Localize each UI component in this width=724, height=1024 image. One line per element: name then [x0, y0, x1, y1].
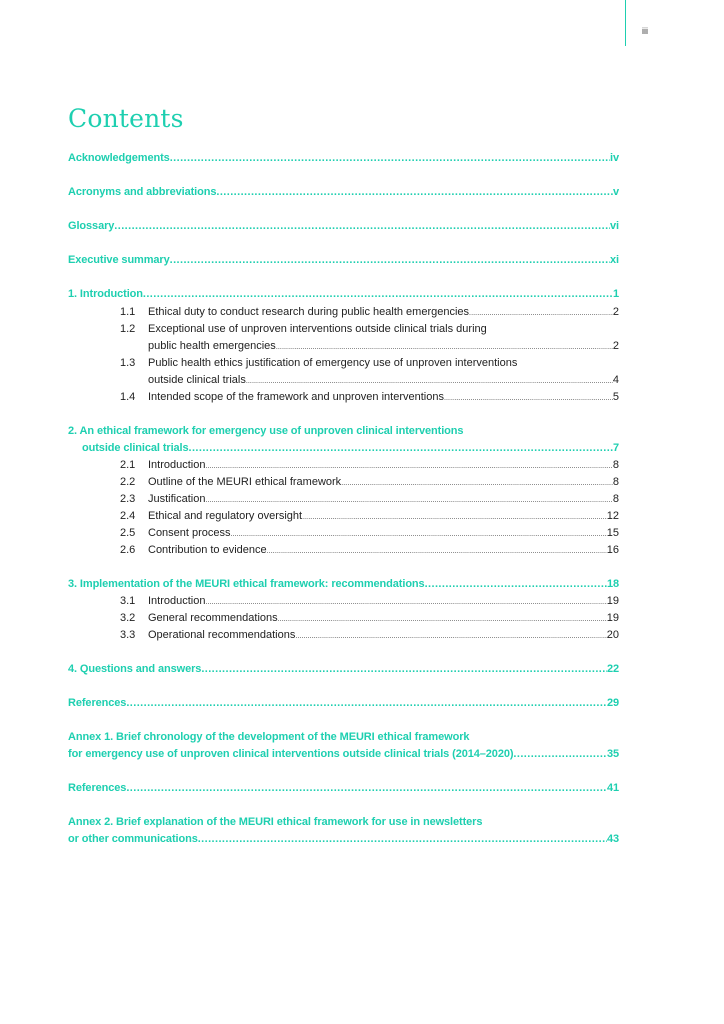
toc-subentry-page: 8 [612, 459, 619, 471]
toc-entry-page: iv [610, 152, 619, 164]
toc-subentry-label-line1[interactable]: Public health ethics justification of emergency use of unproven interventions [148, 357, 518, 369]
dot-leader [302, 514, 607, 521]
toc-subentry-number: 1.4 [120, 391, 136, 403]
dot-leader [201, 663, 607, 675]
toc-subentry-page: 12 [606, 510, 619, 522]
toc-subentry-label: Intended scope of the framework and unproven interventions [148, 391, 444, 403]
toc-subentry-label: Introduction [148, 595, 206, 607]
toc-subentry-number: 2.3 [120, 493, 136, 505]
toc-subentry-label: Introduction [148, 459, 206, 471]
toc-entry-label: References [68, 697, 127, 709]
toc-subentry-label: General recommendations [148, 612, 278, 624]
toc-subentry-label: Ethical duty to conduct research during public health emergencies [148, 306, 470, 318]
toc-entry-references[interactable] [68, 697, 619, 709]
toc-subentry-number: 3.2 [120, 612, 136, 624]
toc-subentry-label: Contribution to evidence [148, 544, 267, 556]
toc-subentry-page: 16 [606, 544, 619, 556]
toc-subentry-label-line1[interactable]: Exceptional use of unproven interventions outside clinical trials during [148, 323, 487, 335]
toc-subentry-2-4[interactable] [148, 510, 619, 522]
toc-subentry-page: 8 [612, 476, 619, 488]
toc-subentry-number: 2.6 [120, 544, 136, 556]
toc-entry-annex-2[interactable] [68, 833, 619, 845]
dot-leader [278, 616, 607, 623]
toc-entry-page: v [612, 186, 619, 198]
toc-entry-label: Acronyms and abbreviations [68, 186, 217, 198]
dot-leader [425, 578, 607, 590]
toc-subentry-2-6[interactable] [148, 544, 619, 556]
toc-entry-acronyms[interactable] [68, 186, 619, 198]
dot-leader [216, 186, 613, 198]
dot-leader [189, 442, 613, 454]
toc-entry-section-1[interactable] [68, 288, 619, 300]
toc-entry-label: for emergency use of unproven clinical interventions outside clinical trials (2014–2020) [68, 748, 514, 760]
toc-entry-page: xi [610, 254, 619, 266]
dot-leader [469, 310, 613, 317]
dot-leader [231, 531, 607, 538]
toc-entry-section-4[interactable] [68, 663, 619, 675]
toc-subentry-3-2[interactable] [148, 612, 619, 624]
toc-entry-label: Acknowledgements [68, 152, 170, 164]
toc-subentry-label: Ethical and regulatory oversight [148, 510, 303, 522]
dot-leader [205, 463, 612, 470]
dot-leader [295, 633, 606, 640]
toc-subentry-label: Outline of the MEURI ethical framework [148, 476, 342, 488]
dot-leader [143, 288, 613, 300]
dot-leader [198, 833, 607, 845]
toc-entry-page: vi [610, 220, 619, 232]
toc-entry-page: 43 [606, 833, 619, 845]
toc-entry-page: 7 [612, 442, 619, 454]
dot-leader [444, 395, 613, 402]
toc-entry-page: 22 [606, 663, 619, 675]
toc-subentry-number: 1.3 [120, 357, 136, 369]
toc-subentry-1-4[interactable] [148, 391, 619, 403]
dot-leader [267, 548, 607, 555]
dot-leader [513, 748, 607, 760]
toc-entry-acknowledgements[interactable] [68, 152, 619, 164]
dot-leader [126, 782, 607, 794]
toc-subentry-2-2[interactable] [148, 476, 619, 488]
toc-entry-label: 1. Introduction [68, 288, 143, 300]
dot-leader [205, 599, 606, 606]
toc-entry-executive-summary[interactable] [68, 254, 619, 266]
page-title: Contents [68, 104, 184, 133]
toc-subentry-2-5[interactable] [148, 527, 619, 539]
toc-entry-label: 3. Implementation of the MEURI ethical framework: recommendations [68, 578, 425, 590]
toc-entry-label: References [68, 782, 127, 794]
toc-subentry-number: 2.4 [120, 510, 136, 522]
toc-subentry-page: 19 [606, 612, 619, 624]
toc-subentry-page: 19 [606, 595, 619, 607]
toc-subentry-number: 3.3 [120, 629, 136, 641]
toc-entry-label: Executive summary [68, 254, 170, 266]
toc-subentry-1-1[interactable] [148, 306, 619, 318]
toc-subentry-label: Operational recommendations [148, 629, 296, 641]
toc-subentry-3-1[interactable] [148, 595, 619, 607]
dot-leader [170, 254, 610, 266]
toc-entry-section-2[interactable] [82, 442, 619, 454]
toc-subentry-number: 2.1 [120, 459, 136, 471]
toc-subentry-1-2[interactable] [148, 340, 619, 352]
dot-leader [341, 480, 613, 487]
toc-subentry-1-3[interactable] [148, 374, 619, 386]
toc-subentry-page: 8 [612, 493, 619, 505]
toc-entry-annex-1-line1[interactable]: Annex 1. Brief chronology of the development of the MEURI ethical framework [68, 731, 470, 743]
dot-leader [276, 344, 613, 351]
toc-entry-annex-2-line1[interactable]: Annex 2. Brief explanation of the MEURI ethical framework for use in newsletters [68, 816, 483, 828]
toc-subentry-3-3[interactable] [148, 629, 619, 641]
toc-subentry-label: outside clinical trials [148, 374, 246, 386]
toc-subentry-page: 4 [612, 374, 619, 386]
toc-subentry-number: 1.1 [120, 306, 136, 318]
toc-subentry-page: 5 [612, 391, 619, 403]
toc-subentry-label: Consent process [148, 527, 231, 539]
toc-entry-references-annex[interactable] [68, 782, 619, 794]
toc-entry-section-2-line1[interactable]: 2. An ethical framework for emergency use of unproven clinical interventions [68, 425, 464, 437]
dot-leader [114, 220, 610, 232]
toc-entry-label: or other communications [68, 833, 198, 845]
toc-entry-label: Glossary [68, 220, 115, 232]
toc-entry-label: 4. Questions and answers [68, 663, 202, 675]
toc-entry-page: 35 [606, 748, 619, 760]
dot-leader [170, 152, 610, 164]
toc-subentry-2-1[interactable] [148, 459, 619, 471]
toc-subentry-page: 2 [612, 340, 619, 352]
dot-leader [246, 378, 613, 385]
toc-subentry-page: 20 [606, 629, 619, 641]
toc-subentry-label: public health emergencies [148, 340, 276, 352]
toc-subentry-page: 15 [606, 527, 619, 539]
toc-subentry-label: Justification [148, 493, 206, 505]
toc-subentry-number: 2.2 [120, 476, 136, 488]
toc-entry-section-3[interactable] [68, 578, 619, 590]
toc-subentry-number: 1.2 [120, 323, 136, 335]
toc-entry-page: 29 [606, 697, 619, 709]
toc-subentry-2-3[interactable] [148, 493, 619, 505]
toc-subentry-number: 3.1 [120, 595, 136, 607]
toc-entry-page: 18 [606, 578, 619, 590]
page-number: iii [642, 26, 648, 36]
toc-entry-label: outside clinical trials [82, 442, 189, 454]
header-rule [625, 0, 626, 46]
dot-leader [126, 697, 607, 709]
toc-entry-page: 1 [612, 288, 619, 300]
toc-entry-annex-1[interactable] [68, 748, 619, 760]
toc-subentry-number: 2.5 [120, 527, 136, 539]
toc-entry-page: 41 [606, 782, 619, 794]
dot-leader [205, 497, 612, 504]
toc-subentry-page: 2 [612, 306, 619, 318]
toc-entry-glossary[interactable] [68, 220, 619, 232]
